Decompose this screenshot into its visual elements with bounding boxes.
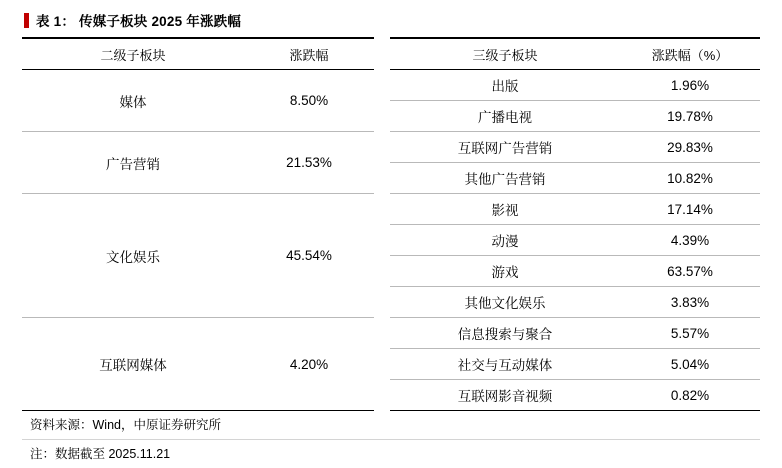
- sub-name: 动漫: [390, 225, 620, 256]
- sub-change: 3.83%: [620, 287, 760, 318]
- sub-name: 广播电视: [390, 101, 620, 132]
- source-note: 资料来源：Wind，中原证券研究所: [22, 411, 760, 440]
- table-row: [22, 70, 760, 101]
- group-name: 文化娱乐: [22, 194, 244, 318]
- table-header-row: [22, 39, 760, 70]
- table-title: [24, 10, 760, 30]
- sub-change: 63.57%: [620, 256, 760, 287]
- sub-change: 29.83%: [620, 132, 760, 163]
- sub-name: 社交与互动媒体: [390, 349, 620, 380]
- sub-change: 19.78%: [620, 101, 760, 132]
- table-row: [22, 132, 760, 163]
- header-level2-change: 涨跌幅: [244, 39, 374, 70]
- group-name: 互联网媒体: [22, 318, 244, 411]
- sub-change: 5.57%: [620, 318, 760, 349]
- header-level3-change: 涨跌幅（%）: [620, 39, 760, 70]
- sub-change: 4.39%: [620, 225, 760, 256]
- page-title: 表 1： 传媒子板块 2025 年涨跌幅: [36, 14, 242, 29]
- sub-name: 影视: [390, 194, 620, 225]
- group-change: 8.50%: [244, 70, 374, 132]
- sub-name: 其他广告营销: [390, 163, 620, 194]
- sub-change: 5.04%: [620, 349, 760, 380]
- group-name: 广告营销: [22, 132, 244, 194]
- sub-name: 互联网影音视频: [390, 380, 620, 411]
- sub-name: 出版: [390, 70, 620, 101]
- table-footnotes: [22, 411, 760, 468]
- group-change: 4.20%: [244, 318, 374, 411]
- sub-change: 1.96%: [620, 70, 760, 101]
- table-row: [22, 194, 760, 225]
- title-accent-bar: [24, 13, 29, 28]
- sub-name: 互联网广告营销: [390, 132, 620, 163]
- sub-change: 10.82%: [620, 163, 760, 194]
- group-change: 21.53%: [244, 132, 374, 194]
- sector-performance-table: [22, 37, 760, 411]
- header-level3: 三级子板块: [390, 39, 620, 70]
- group-name: 媒体: [22, 70, 244, 132]
- sub-name: 游戏: [390, 256, 620, 287]
- sub-name: 其他文化娱乐: [390, 287, 620, 318]
- table-row: [22, 318, 760, 349]
- data-date-note: 注：数据截至 2025.11.21: [30, 447, 171, 461]
- header-level2: 二级子板块: [22, 39, 244, 70]
- sub-name: 信息搜索与聚合: [390, 318, 620, 349]
- sub-change: 17.14%: [620, 194, 760, 225]
- sub-change: 0.82%: [620, 380, 760, 411]
- group-change: 45.54%: [244, 194, 374, 318]
